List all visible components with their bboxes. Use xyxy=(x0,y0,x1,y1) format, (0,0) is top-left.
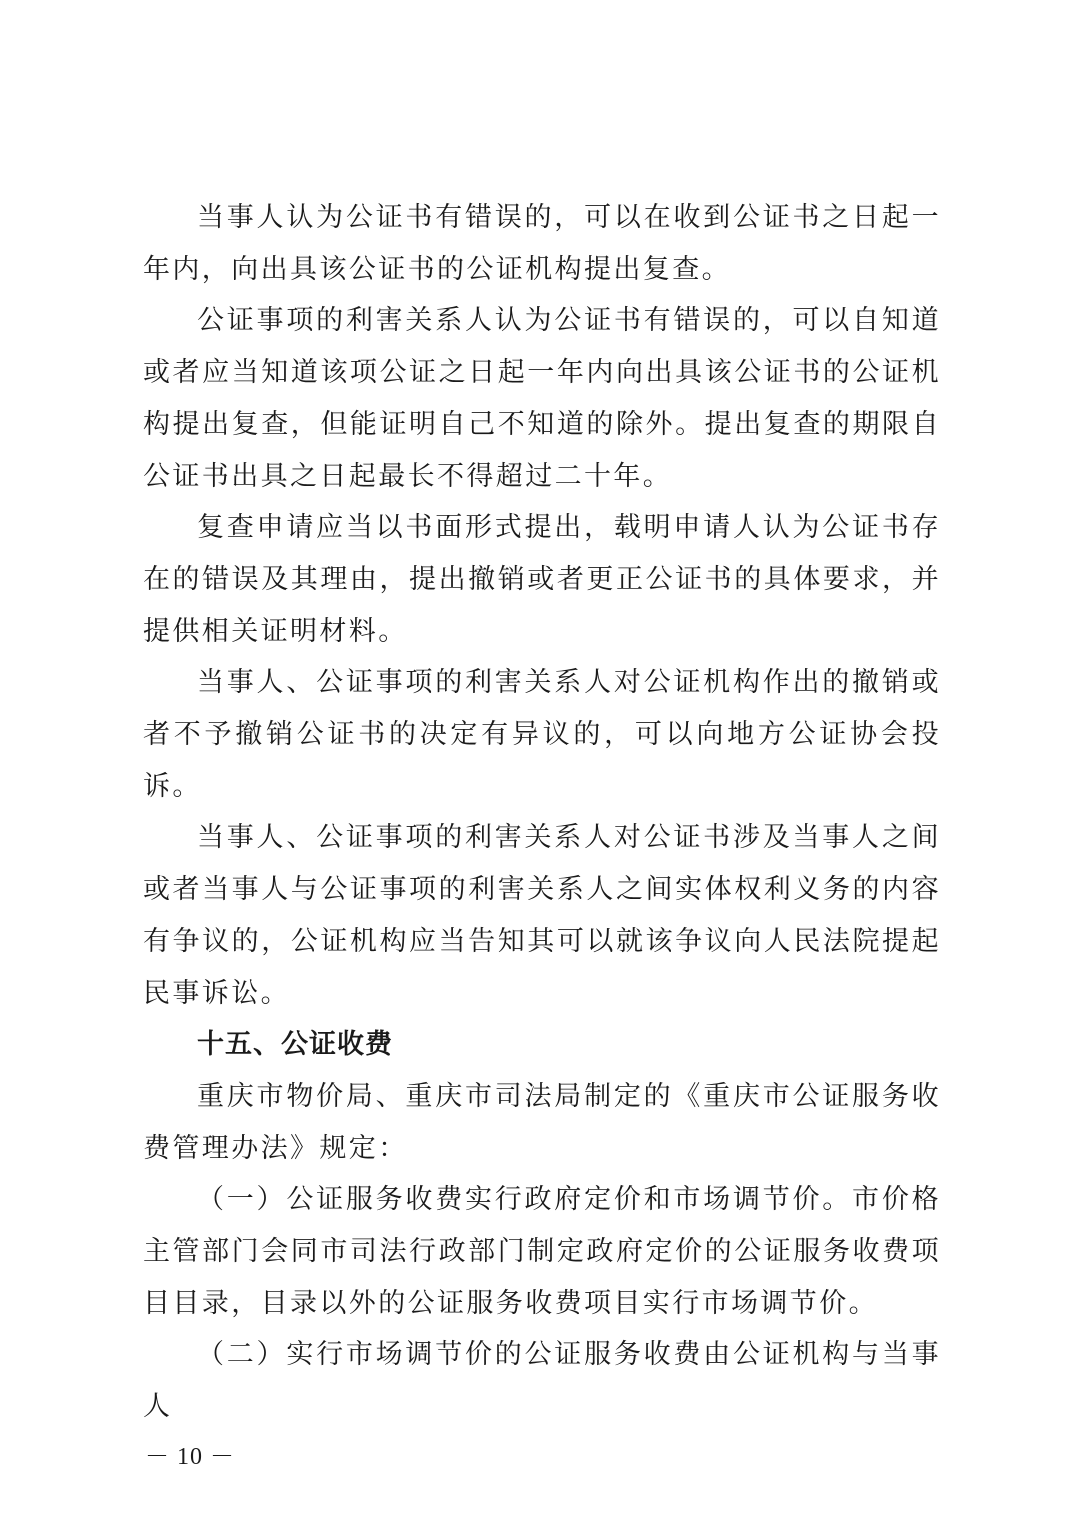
paragraph-review-by-party: 当事人认为公证书有错误的，可以在收到公证书之日起一年内，向出具该公证书的公证机构提出复查。 xyxy=(143,202,941,285)
paragraph-fee-item-2: （二）实行市场调节价的公证服务收费由公证机构与当事人 xyxy=(143,1339,941,1423)
paragraph-fee-regulation: 重庆市物价局、重庆市司法局制定的《重庆市公证服务收费管理办法》规定： xyxy=(143,1080,941,1164)
section-heading-fees: 十五、公证收费 xyxy=(197,1029,393,1061)
paragraph-complaint: 当事人、公证事项的利害关系人对公证机构作出的撤销或者不予撤销公证书的决定有异议的，可以向地方公证协会投诉。 xyxy=(143,667,941,802)
paragraph-civil-litigation: 当事人、公证事项的利害关系人对公证书涉及当事人之间或者当事人与公证事项的利害关系人之间实体权利义务的内容有争议的，公证机构应当告知其可以就该争议向人民法院提起民事诉讼。 xyxy=(143,822,941,1009)
page-number: － 10 － xyxy=(145,1444,235,1470)
document-body xyxy=(143,192,941,1433)
paragraph-review-by-interested-party: 公证事项的利害关系人认为公证书有错误的，可以自知道或者应当知道该项公证之日起一年内向出具该公证书的公证机构提出复查，但能证明自己不知道的除外。提出复查的期限自公证书出具之日起最长不得超过二十年。 xyxy=(143,305,941,492)
paragraph-fee-item-1: （一）公证服务收费实行政府定价和市场调节价。市价格主管部门会同市司法行政部门制定政府定价的公证服务收费项目目录，目录以外的公证服务收费项目实行市场调节价。 xyxy=(143,1184,941,1319)
paragraph-review-application: 复查申请应当以书面形式提出，载明申请人认为公证书存在的错误及其理由，提出撤销或者更正公证书的具体要求，并提供相关证明材料。 xyxy=(143,512,941,647)
